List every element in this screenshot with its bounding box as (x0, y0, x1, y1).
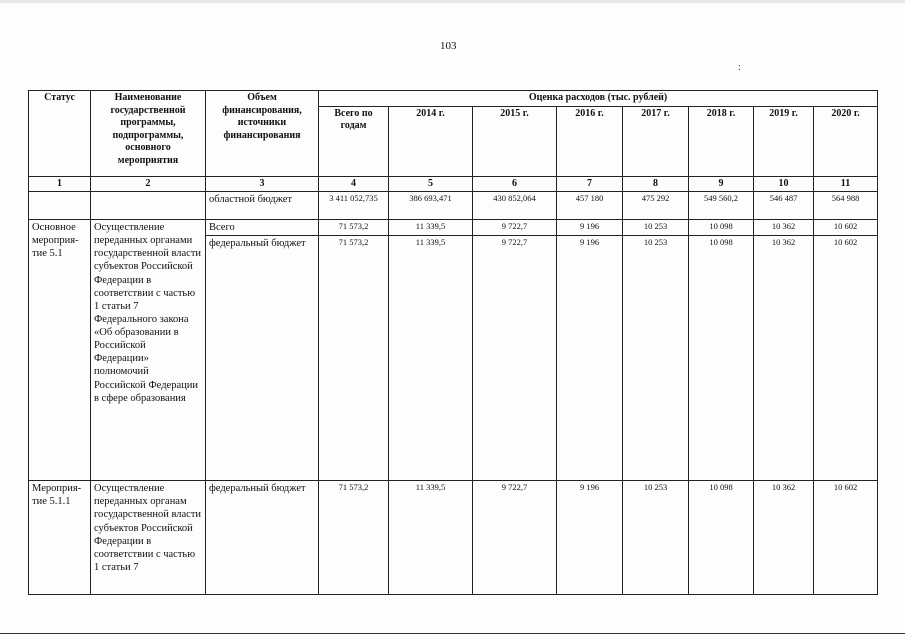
header-name: Наименование государственной программы, подпрограммы, основного мероприятия (91, 91, 206, 177)
header-year: 2016 г. (557, 106, 623, 176)
value-cell: 10 602 (814, 236, 878, 481)
column-number: 5 (389, 176, 473, 192)
source-cell: областной бюджет (206, 192, 319, 220)
header-year: Всего по годам (319, 106, 389, 176)
value-cell: 475 292 (623, 192, 689, 220)
value-cell: 546 487 (754, 192, 814, 220)
value-cell: 10 362 (754, 220, 814, 236)
value-cell: 430 852,064 (473, 192, 557, 220)
value-cell: 10 362 (754, 481, 814, 595)
value-cell: 457 180 (557, 192, 623, 220)
value-cell: 564 988 (814, 192, 878, 220)
budget-table (28, 90, 878, 595)
name-cell: Осуществление переданных органами государственной власти субъектов Российской Федерации в соответствии с частью 1 статьи 7 Федерального закона «Об образовании в Российской Федерации» полномочий Российской Федерации в сфере образования (91, 220, 206, 481)
status-cell (29, 192, 91, 220)
column-number: 10 (754, 176, 814, 192)
column-number: 4 (319, 176, 389, 192)
value-cell: 9 196 (557, 236, 623, 481)
column-number-row (29, 176, 878, 192)
column-number: 3 (206, 176, 319, 192)
header-volume: Объем финансирования, источники финансирования (206, 91, 319, 177)
value-cell: 3 411 052,735 (319, 192, 389, 220)
name-cell: Осуществление переданных органам государственной власти субъектов Российской Федерации в соответствии с частью 1 статьи 7 (91, 481, 206, 595)
header-year: 2014 г. (389, 106, 473, 176)
scan-edge (0, 0, 905, 3)
value-cell: 10 098 (689, 236, 754, 481)
header-estimate: Оценка расходов (тыс. рублей) (319, 91, 878, 107)
value-cell: 10 362 (754, 236, 814, 481)
value-cell: 10 253 (623, 236, 689, 481)
source-cell: федеральный бюджет (206, 236, 319, 481)
header-year: 2015 г. (473, 106, 557, 176)
header-year: 2019 г. (754, 106, 814, 176)
value-cell: 549 560,2 (689, 192, 754, 220)
value-cell: 10 098 (689, 220, 754, 236)
column-number: 6 (473, 176, 557, 192)
value-cell: 10 602 (814, 220, 878, 236)
status-cell: Основное мероприя-тие 5.1 (29, 220, 91, 481)
status-cell: Мероприя-тие 5.1.1 (29, 481, 91, 595)
value-cell: 9 722,7 (473, 220, 557, 236)
column-number: 2 (91, 176, 206, 192)
column-number: 9 (689, 176, 754, 192)
header-year: 2018 г. (689, 106, 754, 176)
scan-bottom-line (0, 633, 905, 634)
source-cell: Всего (206, 220, 319, 236)
value-cell: 386 693,471 (389, 192, 473, 220)
value-cell: 9 196 (557, 481, 623, 595)
value-cell: 71 573,2 (319, 481, 389, 595)
column-number: 7 (557, 176, 623, 192)
value-cell: 11 339,5 (389, 481, 473, 595)
value-cell: 10 253 (623, 481, 689, 595)
name-cell (91, 192, 206, 220)
column-number: 11 (814, 176, 878, 192)
column-number: 1 (29, 176, 91, 192)
value-cell: 71 573,2 (319, 220, 389, 236)
header-year: 2020 г. (814, 106, 878, 176)
column-number: 8 (623, 176, 689, 192)
regional-budget-row (29, 192, 878, 220)
scan-speck: : (738, 62, 741, 73)
value-cell: 10 253 (623, 220, 689, 236)
value-cell: 9 196 (557, 220, 623, 236)
page-number: 103 (440, 40, 457, 52)
event-5-1-1-row (29, 481, 878, 595)
header-year: 2017 г. (623, 106, 689, 176)
value-cell: 11 339,5 (389, 236, 473, 481)
value-cell: 71 573,2 (319, 236, 389, 481)
value-cell: 9 722,7 (473, 236, 557, 481)
value-cell: 9 722,7 (473, 481, 557, 595)
value-cell: 11 339,5 (389, 220, 473, 236)
value-cell: 10 098 (689, 481, 754, 595)
header-status: Статус (29, 91, 91, 177)
header-row (29, 91, 878, 107)
event-5-1-total-row (29, 220, 878, 236)
source-cell: федеральный бюджет (206, 481, 319, 595)
value-cell: 10 602 (814, 481, 878, 595)
